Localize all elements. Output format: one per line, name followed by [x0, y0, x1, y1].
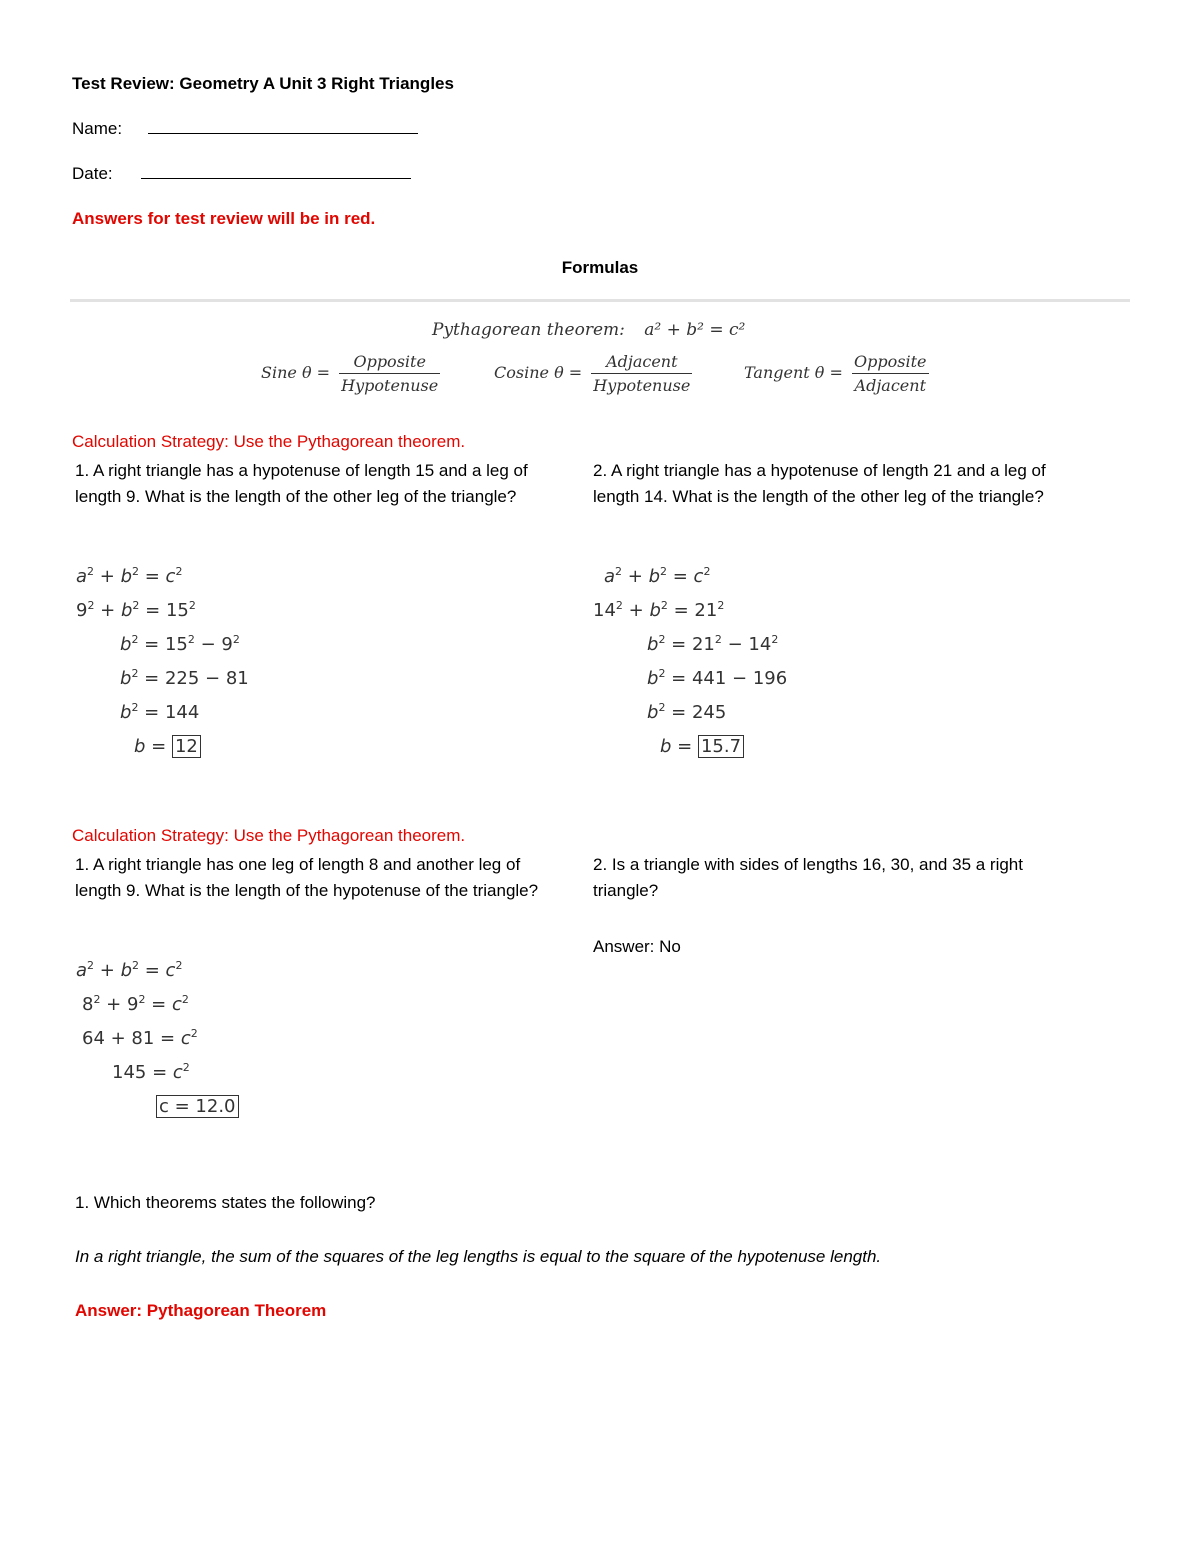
cosine-formula: [494, 352, 692, 395]
section3-statement: In a right triangle, the sum of the squares of the leg lengths is equal to the square of the hypotenuse length.: [75, 1247, 882, 1266]
s2q1-step5: [156, 1096, 239, 1117]
page-title: Test Review: Geometry A Unit 3 Right Triangles: [72, 74, 454, 93]
sine-label: Sine θ =: [261, 363, 331, 382]
s2q1-step4: $145 = c^2$: [112, 1061, 190, 1083]
s1q1-step4: $b^2 = 225 - 81$: [120, 667, 249, 689]
divider: [70, 299, 1130, 302]
date-line: [141, 164, 411, 179]
date-label: Date:: [72, 164, 113, 183]
s1q1-step6: b = 12: [134, 736, 201, 757]
name-label: Name:: [72, 119, 123, 138]
cosine-denominator: Hypotenuse: [593, 376, 691, 395]
pythagorean-label: Pythagorean theorem:: [432, 320, 625, 340]
tangent-numerator: Opposite: [852, 352, 928, 374]
cosine-label: Cosine θ =: [494, 363, 583, 382]
sine-denominator: Hypotenuse: [341, 376, 439, 395]
tangent-formula: [744, 352, 929, 395]
section2-strategy: Calculation Strategy: Use the Pythagorean theorem.: [72, 826, 466, 845]
s1q2-step6: b = 15.7: [660, 736, 744, 757]
tangent-fraction: [852, 352, 928, 395]
s1q2-step3: $b^2 = 21^2 - 14^2$: [647, 633, 779, 655]
answers-note: Answers for test review will be in red.: [72, 209, 376, 228]
s1q2-step2: $14^2 + b^2 = 21^2$: [593, 599, 725, 621]
s1q1-step3: $b^2 = 15^2 - 9^2$: [120, 633, 240, 655]
s2q1-answer-box: c = 12.0: [156, 1095, 239, 1118]
name-line: [148, 119, 418, 134]
s1q2-step1: $a^2 + b^2 = c^2$: [604, 565, 711, 587]
cosine-numerator: Adjacent: [591, 352, 692, 374]
section3-answer: Answer: Pythagorean Theorem: [75, 1301, 327, 1320]
formulas-heading: Formulas: [561, 258, 639, 277]
section1-question-1: 1. A right triangle has a hypotenuse of length 15 and a leg of length 9. What is the length of the other leg of the triangle?: [75, 461, 528, 506]
date-field: [72, 164, 411, 184]
tangent-denominator: Adjacent: [854, 376, 926, 395]
section2-question-2: 2. Is a triangle with sides of lengths 16, 30, and 35 a right triangle?: [593, 855, 1023, 900]
s1q2-step4: $b^2 = 441 - 196$: [647, 667, 788, 689]
tangent-label: Tangent θ =: [744, 363, 843, 382]
section3-question: 1. Which theorems states the following?: [75, 1193, 376, 1212]
cosine-fraction: [591, 352, 692, 395]
s1q2-answer-box: 15.7: [698, 735, 744, 758]
s1q1-step5: $b^2 = 144$: [120, 701, 200, 723]
s2q1-step2: $8^2 + 9^2 = c^2$: [82, 993, 189, 1015]
pythagorean-formula: [432, 320, 745, 340]
section1-question-2: 2. A right triangle has a hypotenuse of length 21 and a leg of length 14. What is the length of the other leg of the triangle?: [593, 461, 1046, 506]
section1-strategy: Calculation Strategy: Use the Pythagorean theorem.: [72, 432, 466, 451]
section2-answer-2: Answer: No: [593, 937, 681, 956]
s1q2-step5: $b^2 = 245$: [647, 701, 727, 723]
s2q1-step3: $64 + 81 = c^2$: [82, 1027, 198, 1049]
pythagorean-equation: a² + b² = c²: [644, 320, 746, 340]
section2-question-1: 1. A right triangle has one leg of length 8 and another leg of length 9. What is the length of the hypotenuse of the triangle?: [75, 855, 539, 900]
sine-numerator: Opposite: [339, 352, 440, 374]
s1q1-answer-box: 12: [172, 735, 201, 758]
sine-formula: [261, 352, 440, 395]
s1q1-step2: $9^2 + b^2 = 15^2$: [76, 599, 196, 621]
s2q1-step1: $a^2 + b^2 = c^2$: [76, 959, 183, 981]
s1q1-step1: $a^2 + b^2 = c^2$: [76, 565, 183, 587]
name-field: [72, 119, 418, 139]
sine-fraction: [339, 352, 440, 395]
